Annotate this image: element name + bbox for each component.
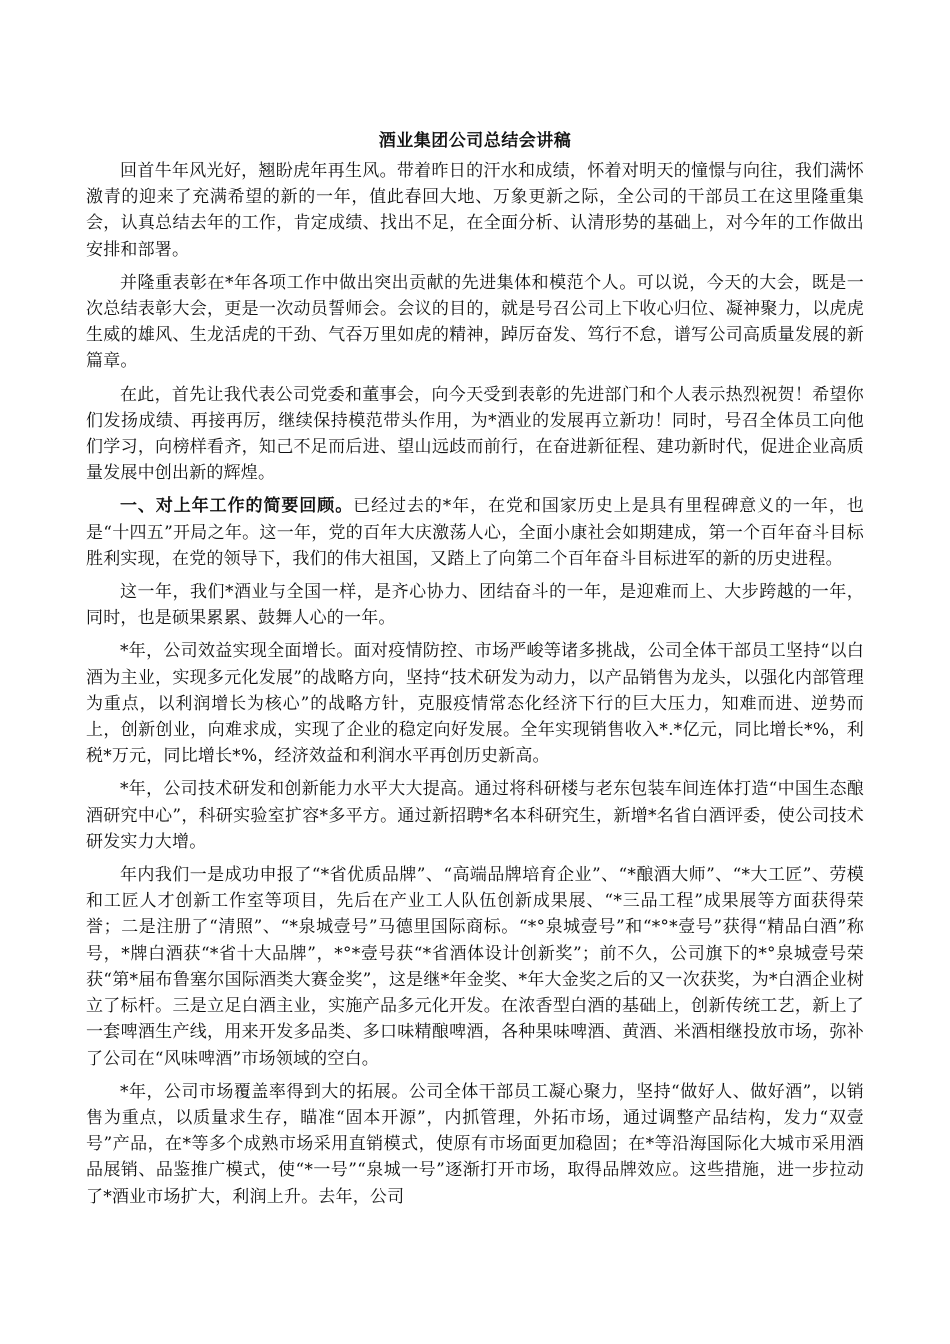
- paragraph-5: [86, 579, 864, 631]
- paragraph-1: [86, 158, 864, 263]
- paragraph-text: 在此，首先让我代表公司党委和董事会，向今天受到表彰的先进部门和个人表示热烈祝贺！希望你们发扬成绩、再接再厉，继续保持模范带头作用，为*酒业的发展再立新功！同时，号召全体员工向他们学习，向榜样看齐，知己不足而后进、望山远歧而前行，在奋进新征程、建功新时代，促进企业高质量发展中创出新的辉煌。: [86, 384, 864, 484]
- paragraph-text: 并隆重表彰在*年各项工作中做出突出贡献的先进集体和模范个人。可以说，今天的大会，既是一次总结表彰大会，更是一次动员誓师会。会议的目的，就是号召公司上下收心归位、凝神聚力，以虎虎生威的雄风、生龙活虎的干劲、气吞万里如虎的精神，踔厉奋发、笃行不怠，谱写公司高质量发展的新篇章。: [86, 272, 864, 372]
- paragraph-4-section-heading: [86, 493, 864, 572]
- paragraph-7: [86, 776, 864, 855]
- document-title: 酒业集团公司总结会讲稿: [378, 131, 572, 151]
- paragraph-text: *年，公司技术研发和创新能力水平大大提高。通过将科研楼与老东包装车间连体打造“中国生态酿酒研究中心”，科研实验室扩容*多平方。通过新招聘*名本科研究生，新增*名省白酒评委，使公司技术研发实力大增。: [86, 779, 864, 852]
- paragraph-2: [86, 270, 864, 375]
- paragraph-text: 回首牛年风光好，翘盼虎年再生风。带着昨日的汗水和成绩，怀着对明天的憧憬与向往，我们满怀激青的迎来了充满希望的新的一年，值此春回大地、万象更新之际，全公司的干部员工在这里隆重集会，认真总结去年的工作，肯定成绩、找出不足，在全面分析、认清形势的基础上，对今年的工作做出安排和部署。: [86, 161, 864, 260]
- paragraph-text: 这一年，我们*酒业与全国一样，是齐心协力、团结奋斗的一年，是迎难而上、大步跨越的一年，同时，也是硕果累累、鼓舞人心的一年。: [86, 582, 864, 629]
- paragraph-text: *年，公司市场覆盖率得到大的拓展。公司全体干部员工凝心聚力，坚持“做好人、做好酒”，以销售为重点，以质量求生存，瞄准“固本开源”，内抓管理，外拓市场，通过调整产品结构，发力“双壹号”产品，在*等多个成熟市场采用直销模式，使原有市场面更加稳固；在*等沿海国际化大城市采用酒品展销、品鉴推广模式，使“*一号”“泉城一号”逐渐打开市场，取得品牌效应。这些措施，进一步拉动了*酒业市场扩大，利润上升。去年，公司: [86, 1081, 864, 1207]
- paragraph-9: [86, 1079, 864, 1210]
- paragraph-text: 年内我们一是成功申报了“*省优质品牌”、“高端品牌培育企业”、“*酿酒大师”、“*大工匠”、劳模和工匠人才创新工作室等项目，先后在产业工人队伍创新成果展、“*三品工程”成果展等方面获得荣誉；二是注册了“清照”、“*泉城壹号”马德里国际商标。“*°泉城壹号”和“*°*壹号”获得“精品白酒”称号，*牌白酒获“*省十大品牌”，*°*壹号获“*省酒体设计创新奖”；前不久，公司旗下的*°泉城壹号荣获“第*届布鲁塞尔国际酒类大赛金奖”，这是继*年金奖、*年大金奖之后的又一次获奖，为*白酒企业树立了标杆。三是立足白酒主业，实施产品多元化开发。在浓香型白酒的基础上，创新传统工艺，新上了一套啤酒生产线，用来开发多品类、多口味精酿啤酒，各种果味啤酒、黄酒、米酒相继投放市场，弥补了公司在“风味啤酒”市场领域的空白。: [86, 865, 864, 1069]
- section-heading: 一、对上年工作的简要回顾。: [120, 496, 354, 517]
- paragraph-text: *年，公司效益实现全面增长。面对疫情防控、市场严峻等诸多挑战，公司全体干部员工坚持“以白酒为主业，实现多元化发展”的战略方向，坚持“技术研发为动力，以产品销售为龙头，以强化内部管理为重点，以利润增长为核心”的战略方针，克服疫情常态化经济下行的巨大压力，知难而进、逆势而上，创新创业，向难求成，实现了企业的稳定向好发展。全年实现销售收入*.*亿元，同比增长*%，利税*万元，同比增长*%，经济效益和利润水平再创历史新高。: [86, 641, 864, 767]
- paragraph-3: [86, 382, 864, 487]
- paragraph-6: [86, 638, 864, 769]
- paragraph-8: [86, 862, 864, 1072]
- paragraph-text: 已经过去的*年，在党和国家历史上是具有里程碑意义的一年，也是“十四五”开局之年。这一年，党的百年大庆激荡人心，全面小康社会如期建成，第一个百年奋斗目标胜利实现，在党的领导下，我们的伟大祖国，又踏上了向第二个百年奋斗目标进军的新的历史进程。: [86, 496, 864, 569]
